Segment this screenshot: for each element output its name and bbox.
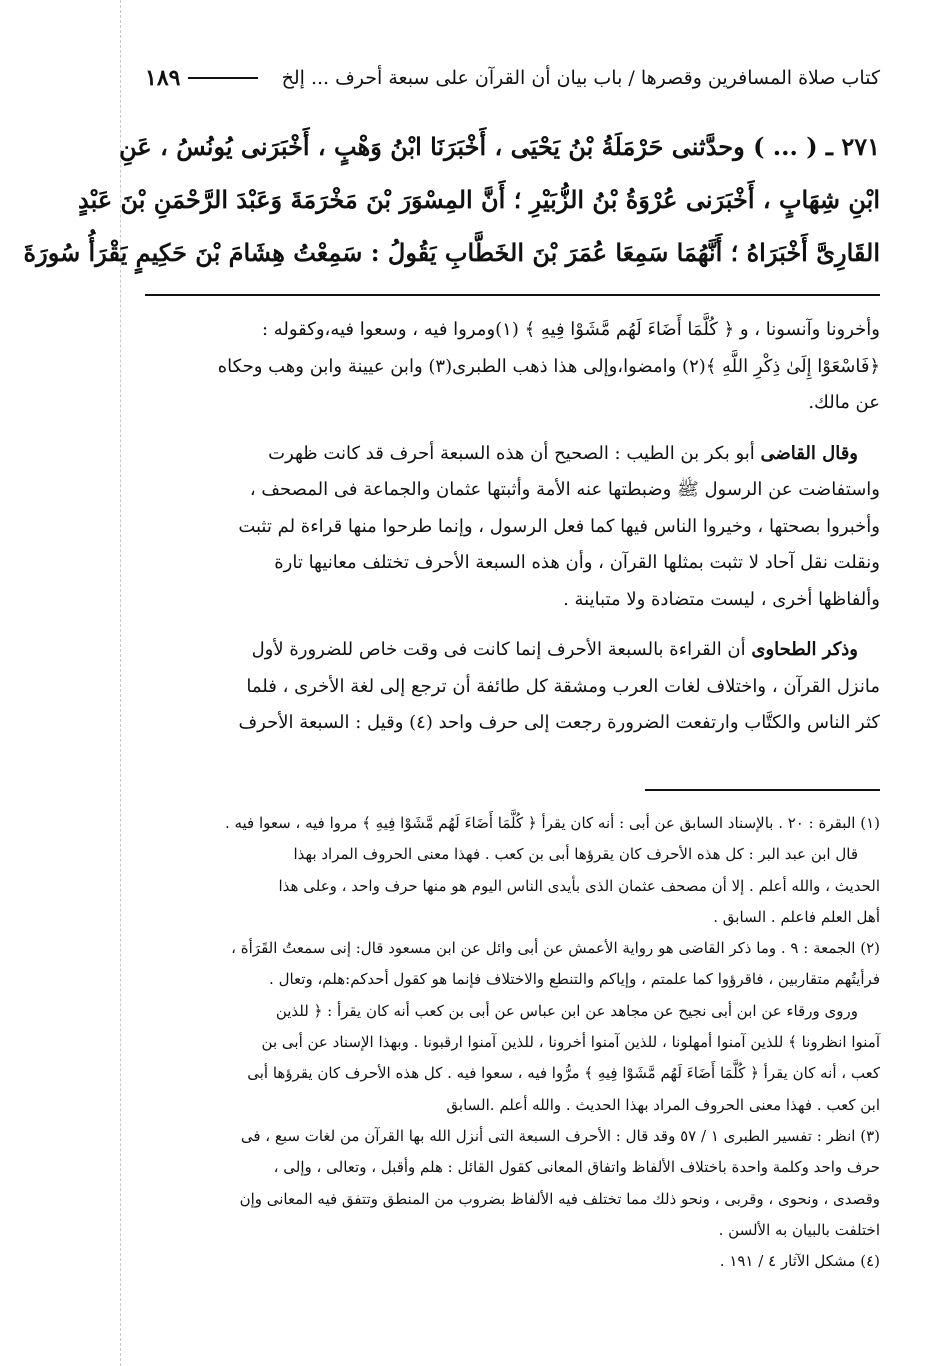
commentary-paragraph bbox=[145, 436, 880, 619]
page-number: ١٨٩ bbox=[145, 65, 181, 91]
footnote-line: اختلفت بالبيان به الألسن . bbox=[718, 1220, 880, 1239]
commentary-line: ﴿فَاسْعَوْا إِلَىٰ ذِكْرِ اللَّهِ ﴾(٢) وامضوا،وإلى هذا ذهب الطبرى(٣) وابن عيينة وابن وهب وحكاه bbox=[217, 355, 880, 377]
commentary-paragraph bbox=[145, 632, 880, 742]
footnote-separator-rule bbox=[645, 789, 880, 791]
commentary-line bbox=[145, 436, 880, 473]
commentary-line: وألفاظها أخرى ، ليست متضادة ولا متباينة . bbox=[563, 588, 880, 610]
footnote-line: (١) البقرة : ٢٠ . بالإسناد السابق عن أبى : أنه كان يقرأ ﴿ كُلَّمَا أَضَاءَ لَهُم مَّشَوْا فِيهِ ﴾ مروا فيه ، سعوا فيه . bbox=[224, 814, 880, 832]
paragraph-lead: وذكر الطحاوى bbox=[751, 639, 858, 660]
commentary-line: ونقلت نقل آحاد لا تثبت بمثلها القرآن ، وأن هذه السبعة الأحرف تختلف معانيها تارة bbox=[274, 552, 880, 573]
footnote-line: فرأيتُهم متقاربين ، فاقرؤوا كما علمتم ، وإياكم والتنطع والاختلاف فإنما هو كقول أحدكم:هلم، وتعال . bbox=[269, 970, 880, 989]
footnote-line: ابن كعب . فهذا معنى الحروف المراد بهذا الحديث . والله أعلم .السابق bbox=[446, 1095, 880, 1114]
commentary-line bbox=[145, 632, 880, 669]
text-separator-rule bbox=[145, 294, 880, 296]
footnote-line: أهل العلم فاعلم . السابق . bbox=[713, 907, 880, 926]
footnote-line: (٣) انظر : تفسير الطبرى ١ / ٥٧ وقد قال : الأحرف السبعة التى أنزل الله بها القرآن من لغات سبع ، فى bbox=[240, 1126, 880, 1145]
commentary-line: عن مالك. bbox=[808, 392, 880, 413]
commentary-line: مانزل القرآن ، واختلاف لغات العرب ومشقة كل طائفة أن ترجع إلى لغة الأخرى ، فلما bbox=[246, 675, 880, 697]
commentary-line: وأخبروا بصحتها ، وخيروا الناس فيها كما فعل الرسول ، وإنما طرحوا منها قراءة لم تثبت bbox=[238, 515, 880, 537]
footnote-line: حرف واحد وكلمة واحدة باختلاف الألفاظ واتفاق المعانى كقول القائل : هلم وأقبل ، وتعالى ، وإلى ، bbox=[273, 1158, 880, 1177]
hadith-line: القَارِىَّ أَخْبَرَاهُ ؛ أَنَّهُمَا سَمِعَا عُمَرَ بْنَ الخَطَّابِ يَقُولُ : سَمِعْتُ هِشَامَ بْنَ حَكِيمٍ يَقْرَأُ سُورَةَ bbox=[23, 238, 880, 267]
hadith-text bbox=[23, 120, 880, 279]
footnote-line: آمنوا انظرونا ﴾ للذين آمنوا أمهلونا ، للذين آمنوا أخرونا ، للذين آمنوا ارقبونا . وبهذا الإسناد عن أبى بن bbox=[261, 1033, 880, 1052]
footnote-line: (٢) الجمعة : ٩ . وما ذكر القاضى هو رواية الأعمش عن أبى وائل عن ابن مسعود قال: إنى سمعتُ القَرَأة ، bbox=[231, 939, 880, 958]
commentary-paragraph bbox=[145, 312, 880, 422]
paragraph-lead: وقال القاضى bbox=[760, 442, 858, 464]
footnote-line: وروى ورقاء عن ابن أبى نجيح عن مجاهد عن ابن عباس عن أبى بن كعب أنه كان يقرأ : ﴿ للذين bbox=[275, 1001, 858, 1020]
commentary bbox=[145, 312, 880, 756]
commentary-text: أبو بكر بن الطيب : الصحيح أن هذه السبعة أحرف قد كانت ظهرت bbox=[268, 442, 761, 464]
footnote-3 bbox=[145, 1121, 880, 1246]
footnote-line: قال ابن عبد البر : كل هذه الأحرف كان يقرؤها أبى بن كعب . فهذا معنى الحروف المراد بهذا bbox=[293, 845, 858, 864]
commentary-line: واستفاضت عن الرسول ﷺ وضبطتها عنه الأمة وأثبتها عثمان والجماعة فى المصحف ، bbox=[249, 479, 880, 500]
commentary-text: أن القراءة بالسبعة الأحرف إنما كانت فى وقت خاص للضرورة لأول bbox=[251, 639, 752, 660]
header-rule bbox=[188, 77, 258, 79]
footnote-line: كعب ، أنه كان يقرأ ﴿ كُلَّمَا أَضَاءَ لَهُم مَّشَوْا فِيهِ ﴾ مرُّوا فيه ، سعوا فيه . كل هذه الأحرف كان يقرؤها أبى bbox=[247, 1064, 880, 1083]
footnote-2 bbox=[145, 933, 880, 1121]
hadith-line: ٢٧١ ـ ( ... ) وحدَّثنى حَرْمَلَةُ بْنُ يَحْيَى ، أَخْبَرَنَا ابْنُ وَهْبٍ ، أَخْبَرَنى يُونُسُ ، عَنِ bbox=[119, 132, 880, 161]
commentary-line: وأخرونا وآنسونا ، و ﴿ كُلَّمَا أَضَاءَ لَهُم مَّشَوْا فِيهِ ﴾ (١)ومروا فيه ، وسعوا فيه،وكقوله : bbox=[261, 319, 880, 340]
running-header bbox=[145, 60, 880, 96]
footnote-1 bbox=[145, 808, 880, 933]
running-header-title: كتاب صلاة المسافرين وقصرها / باب بيان أن القرآن على سبعة أحرف ... إلخ bbox=[281, 67, 880, 89]
footnote-line: وقصدى ، ونحوى ، وقربى ، ونحو ذلك مما تختلف فيه الألفاظ بضروب من المنطق وتتفق فيه المعانى وإن bbox=[239, 1189, 880, 1208]
hadith-line: ابْنِ شِهَابٍ ، أَخْبَرَنى عُرْوَةُ بْنُ الزُّبَيْرِ ؛ أَنَّ المِسْوَرَ بْنَ مَخْرَمَةَ وَعَبْدَ الرَّحْمَنِ بْنَ عَبْدٍ bbox=[77, 185, 880, 214]
page-number-group bbox=[145, 65, 258, 91]
footnote-line: الحديث ، والله أعلم . إلا أن مصحف عثمان الذى بأيدى الناس اليوم هو منها حرف واحد ، وعلى هذا bbox=[278, 876, 880, 895]
footnotes bbox=[145, 808, 880, 1277]
footnote-4 bbox=[145, 1246, 880, 1277]
commentary-line: كثر الناس والكتَّاب وارتفعت الضرورة رجعت إلى حرف واحد (٤) وقيل : السبعة الأحرف bbox=[238, 712, 880, 733]
footnote-line: (٤) مشكل الآثار ٤ / ١٩١ . bbox=[719, 1252, 880, 1271]
